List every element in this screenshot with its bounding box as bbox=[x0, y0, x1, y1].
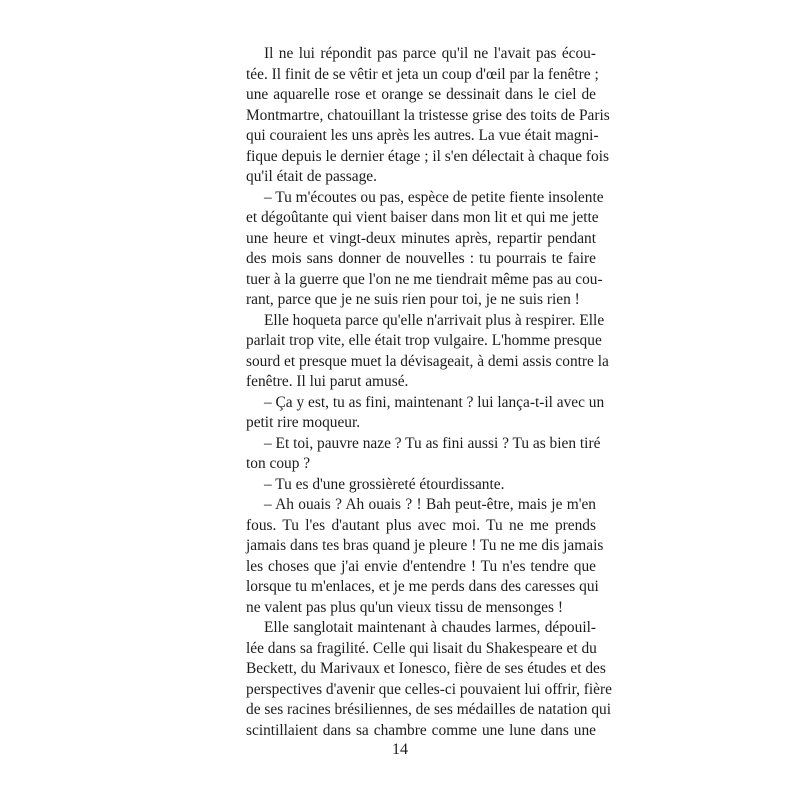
text-line: qui couraient les uns après les autres. La vue était magni- bbox=[246, 127, 599, 144]
text-line: tée. Il finit de se vêtir et jeta un coup d'œil par la fenêtre ; bbox=[246, 65, 599, 83]
text-line: parlait trop vite, elle était trop vulgaire. L'homme presque bbox=[246, 332, 602, 349]
text-line: une heure et vingt-deux minutes après, repartir pendant bbox=[246, 229, 596, 247]
text-line: petit rire moqueur. bbox=[246, 414, 361, 431]
text-line: tuer à la guerre que l'on ne me tiendrait même pas au cou- bbox=[246, 270, 603, 288]
paragraph bbox=[228, 495, 604, 618]
text-line: – Ah ouais ? Ah ouais ? ! Bah peut-être, mais je m'en bbox=[264, 496, 596, 513]
text-line: les choses que j'ai envie d'entendre ! Tu n'es tendre que bbox=[246, 557, 596, 575]
text-line: – Et toi, pauvre naze ? Tu as fini aussi ? Tu as bien tiré bbox=[264, 434, 601, 452]
text-line: Montmartre, chatouillant la tristesse grise des toits de Paris bbox=[246, 106, 610, 124]
body-text bbox=[228, 44, 612, 741]
paragraph bbox=[228, 618, 612, 741]
text-line: et dégoûtante qui vient baiser dans mon lit et qui me jette bbox=[246, 209, 599, 226]
text-line: Elle hoqueta parce qu'elle n'arrivait plus à respirer. Elle bbox=[264, 311, 605, 329]
text-line: – Tu es d'une grossièreté étourdissante. bbox=[264, 475, 505, 493]
text-line: une aquarelle rose et orange se dessinait dans le ciel de bbox=[246, 86, 596, 103]
text-line: rant, parce que je ne suis rien pour toi, je ne suis rien ! bbox=[246, 291, 580, 308]
text-line: ne valent pas plus qu'un vieux tissu de mensonges ! bbox=[246, 598, 563, 616]
text-line: fous. Tu l'es d'autant plus avec moi. Tu ne me prends bbox=[246, 516, 596, 534]
text-line: Beckett, du Marivaux et Ionesco, fière de ses études et des bbox=[246, 660, 606, 677]
text-line: sourd et presque muet la dévisageait, à demi assis contre la bbox=[246, 352, 609, 370]
text-line: ton coup ? bbox=[246, 455, 311, 472]
text-line: Elle sanglotait maintenant à chaudes larmes, dépouil- bbox=[264, 619, 596, 636]
text-line: Il ne lui répondit pas parce qu'il ne l'avait pas écou- bbox=[264, 45, 596, 62]
text-line: lorsque tu m'enlaces, et je me perds dans des caresses qui bbox=[246, 578, 599, 595]
paragraph bbox=[228, 393, 605, 434]
page-number: 14 bbox=[392, 741, 408, 758]
paragraph bbox=[228, 188, 604, 311]
text-line: scintillaient dans sa chambre comme une lune dans une bbox=[246, 721, 596, 739]
text-line: perspectives d'avenir que celles-ci pouvaient lui offrir, fière bbox=[246, 680, 612, 698]
text-line: lée dans sa fragilité. Celle qui lisait du Shakespeare et du bbox=[246, 639, 597, 657]
text-line: qu'il était de passage. bbox=[246, 168, 377, 185]
paragraph bbox=[228, 434, 601, 475]
text-line: fenêtre. Il lui parut amusé. bbox=[246, 373, 409, 390]
text-line: de ses racines brésiliennes, de ses médailles de natation qui bbox=[246, 701, 611, 718]
text-line: fique depuis le dernier étage ; il s'en délectait à chaque fois bbox=[246, 147, 610, 165]
paragraph bbox=[228, 475, 596, 496]
text-line: – Tu m'écoutes ou pas, espèce de petite fiente insolente bbox=[264, 188, 604, 206]
text-line: – Ça y est, tu as fini, maintenant ? lui lança-t-il avec un bbox=[264, 393, 605, 411]
text-line: jamais dans tes bras quand je pleure ! Tu ne me dis jamais bbox=[246, 537, 604, 554]
paragraph bbox=[228, 44, 610, 188]
text-line: des mois sans donner de nouvelles : tu pourrais te faire bbox=[246, 250, 596, 267]
paragraph bbox=[228, 311, 609, 393]
